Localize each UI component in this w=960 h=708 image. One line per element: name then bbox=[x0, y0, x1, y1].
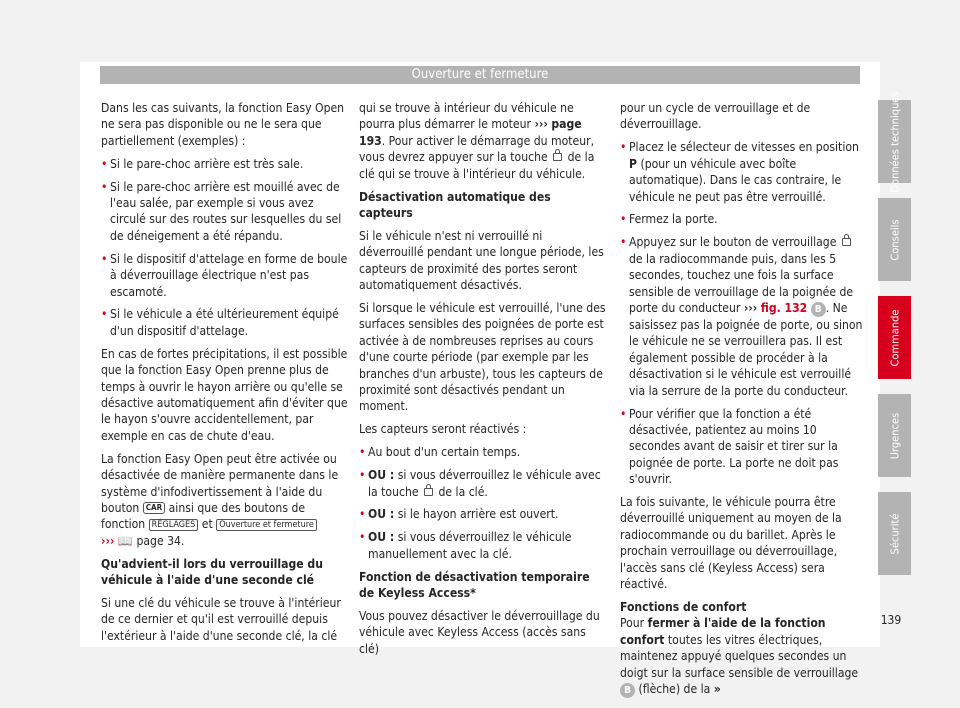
settings-function-button: RÉGLAGES bbox=[149, 519, 199, 531]
list-item: • Placez le sélecteur de vitesses en position P (pour un véhicule avec boîte automatique). Dans le cas contraire, le véhicule ne peut pas être verrouillé. bbox=[620, 139, 868, 205]
list-item: • Au bout d'un certain temps. bbox=[359, 444, 607, 460]
list-item: • Si le véhicule a été ultérieurement équipé d'un dispositif d'attelage. bbox=[101, 306, 349, 339]
page-reference[interactable]: page 34. bbox=[136, 533, 185, 548]
paragraph: Si le véhicule n'est ni verrouillé ni déverrouillé pendant une longue période, les capteurs de proximité des portes seront automatiquement désactivés. bbox=[359, 228, 604, 293]
page-header: Ouverture et fermeture bbox=[100, 66, 860, 84]
reference-arrows-icon: ››› bbox=[743, 300, 758, 315]
page-number: 139 bbox=[880, 613, 902, 627]
section-heading: Désactivation automatique des capteurs bbox=[359, 189, 551, 220]
unlock-key-icon bbox=[553, 153, 562, 161]
list-item: • Si le pare-choc arrière est très sale. bbox=[101, 156, 349, 172]
section-heading: Qu'advient-il lors du verrouillage du véhicule à l'aide d'une seconde clé bbox=[101, 556, 323, 588]
paragraph-continued: qui se trouve à intérieur du véhicule ne pourra plus démarrer le moteur ››› page 193. Pour activer le démarrage du moteur, vous devrez appuyer sur la touche de la clé qui se trouve à l'intérieur du véhicule. bbox=[359, 101, 595, 181]
continue-arrow-icon: » bbox=[713, 682, 721, 696]
callout-b-badge: B bbox=[811, 302, 826, 317]
paragraph: Si une clé du véhicule se trouve à l'intérieur de ce dernier et qu'il est verrouillé depuis l'extérieur à l'aide d'une seconde clé, la clé bbox=[101, 595, 341, 643]
list-item: • Si le dispositif d'attelage en forme de boule à déverrouillage électrique n'est pas escamoté. bbox=[101, 251, 349, 300]
callout-b-badge: B bbox=[620, 683, 635, 698]
book-reference-icon: 📖 bbox=[117, 533, 133, 548]
list-item: • OU : si le hayon arrière est ouvert. bbox=[359, 506, 607, 522]
tab-commande[interactable]: Commande bbox=[878, 296, 911, 379]
list-item: • OU : si vous déverrouillez le véhicule avec la touche de la clé. bbox=[359, 467, 607, 500]
column-2 bbox=[359, 100, 607, 664]
list-item: • Fermez la porte. bbox=[620, 211, 868, 227]
tab-urgences[interactable]: Urgences bbox=[878, 394, 911, 477]
section-heading: Fonction de désactivation temporaire de Keyless Access* bbox=[359, 569, 590, 601]
column-3 bbox=[620, 100, 868, 698]
open-close-function-button: Ouverture et fermeture bbox=[216, 519, 317, 531]
car-button-icon: CAR bbox=[143, 502, 165, 514]
list-item: • Appuyez sur le bouton de verrouillage de la radiocommande puis, dans les 5 secondes, touchez une fois la surface sensible de verrouillage de la poignée de porte du conducteur ››› fig. 132 B . Ne saisissez pas la poignée de porte, ou sinon le véhicule ne se verrouillera pas. Il est également possible de procéder à la désactivation si le véhicule est verrouillé via la serrure de la porte du conducteur. bbox=[620, 234, 868, 399]
section-heading: Fonctions de confort bbox=[620, 599, 747, 614]
list-item: • Pour vérifier que la fonction a été désactivée, patientez au moins 10 secondes avant de saisir et tirer sur la poignée de porte. La porte ne doit pas s'ouvrir. bbox=[620, 406, 868, 488]
comfort-section: Fonctions de confort Pour fermer à l'aide de la fonction confort toutes les vitres électriques, maintenez appuyé quelques secondes un doigt sur la surface sensible de verrouillage B (flèche) de la » bbox=[620, 599, 859, 696]
tab-securite[interactable]: Sécurité bbox=[878, 492, 911, 575]
unlock-key-icon bbox=[424, 488, 433, 496]
paragraph: Les capteurs seront réactivés : bbox=[359, 422, 527, 437]
lock-icon bbox=[842, 238, 851, 246]
paragraph: Si lorsque le véhicule est verrouillé, l'une des surfaces sensibles des poignées de porte est activée à de nombreuses reprises au cours d'une courte période (par exemple par les branches d'un arbuste), tous les capteurs de proximité sont désactivés pendant un moment. bbox=[359, 300, 606, 414]
paragraph: En cas de fortes précipitations, il est possible que la fonction Easy Open prenne plus de temps à ouvrir le hayon arrière ou qu'elle se désactive automatiquement afin d'éviter que le hayon s'ouvre accidentellement, par exemple en cas de chute d'eau. bbox=[101, 346, 348, 443]
list-item: • OU : si vous déverrouillez le véhicule manuellement avec la clé. bbox=[359, 529, 607, 562]
paragraph: La fois suivante, le véhicule pourra être déverrouillé uniquement au moyen de la radiocommande ou du barillet. Après le prochain verrouillage ou déverrouillage, l'accès sans clé (Keyless Access) sera réactivé. bbox=[620, 495, 842, 592]
tab-donnees-techniques[interactable]: Données techniques bbox=[878, 100, 911, 183]
paragraph-continued: pour un cycle de verrouillage et de déverrouillage. bbox=[620, 101, 811, 132]
paragraph: Dans les cas suivants, la fonction Easy Open ne sera pas disponible ou ne le sera que partiellement (exemples) : bbox=[101, 101, 345, 148]
column-1 bbox=[101, 100, 349, 651]
page-reference[interactable]: page 193 bbox=[359, 117, 582, 148]
paragraph-permanent: La fonction Easy Open peut être activée ou désactivée de manière permanente dans le système d'infodivertissement à l'aide du bouton CAR ainsi que des boutons de fonction RÉGLAGES et Ouverture et fermeture ››› 📖 page 34. bbox=[101, 451, 339, 548]
figure-reference[interactable]: fig. 132 bbox=[760, 300, 808, 315]
paragraph: Vous pouvez désactiver le déverrouillage du véhicule avec Keyless Access (accès sans clé) bbox=[359, 608, 600, 656]
tab-conseils[interactable]: Conseils bbox=[878, 198, 911, 281]
list-item: • Si le pare-choc arrière est mouillé avec de l'eau salée, par exemple si vous avez circulé sur des routes sur lesquelles du sel de déneigement a été répandu. bbox=[101, 179, 349, 245]
reference-arrows-icon: ››› bbox=[101, 533, 115, 548]
reference-arrows-icon: ››› bbox=[534, 117, 548, 132]
